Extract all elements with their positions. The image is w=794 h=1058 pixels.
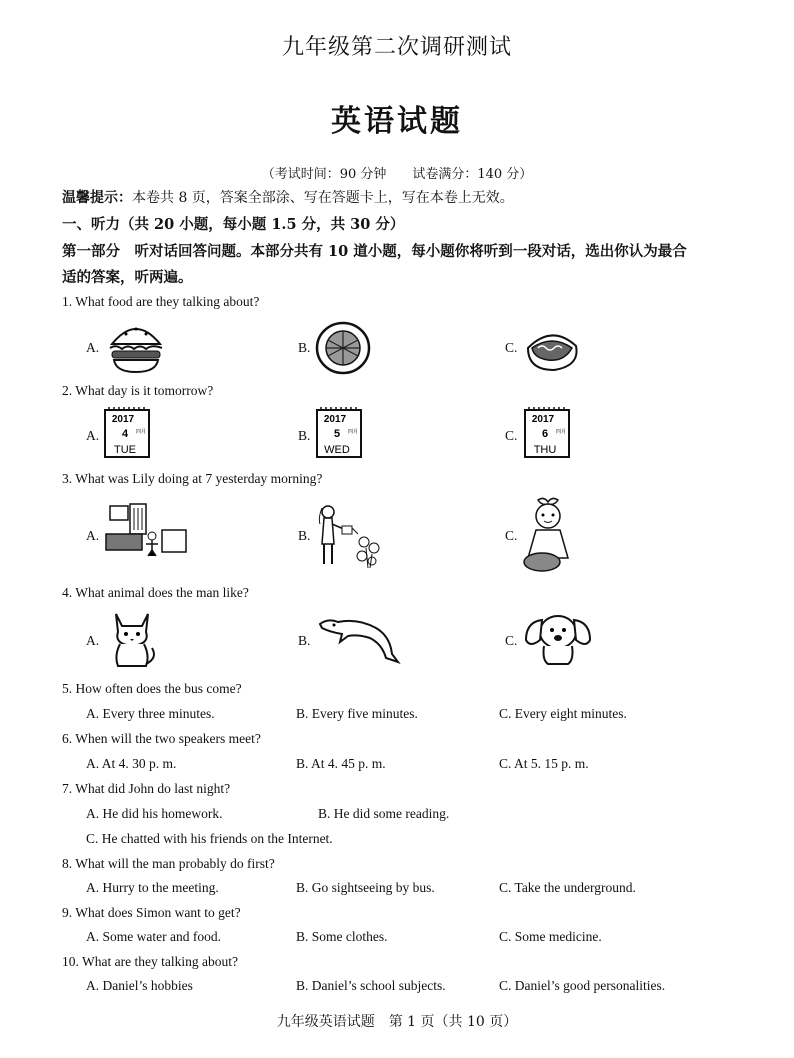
question-10: 10. What are they talking about? <box>62 954 238 969</box>
q6-option-b: B. At 4. 45 p. m. <box>296 756 386 771</box>
q1-option-c-letter: C. <box>505 340 518 355</box>
q1-option-b-letter: B. <box>298 340 311 355</box>
question-9: 9. What does Simon want to get? <box>62 905 241 920</box>
question-6: 6. When will the two speakers meet? <box>62 731 261 746</box>
notice-label: 温馨提示： <box>62 190 132 206</box>
q1-option-a-letter: A. <box>86 340 100 355</box>
section-title: 一、听力（共 20 小题，每小题 1.5 分，共 30 分） <box>62 216 405 233</box>
calendar-year: 2017 <box>323 414 347 425</box>
q5-option-b: B. Every five minutes. <box>296 706 418 721</box>
washing-clothes-icon <box>518 496 578 576</box>
q10-option-c: C. Daniel’s good personalities. <box>499 978 666 993</box>
q7-option-b: B. He did some reading. <box>318 806 450 821</box>
q7-option-a: A. He did his homework. <box>86 806 223 821</box>
q6-option-a: A. At 4. 30 p. m. <box>86 756 177 771</box>
part1-instructions-line2: 适的答案，听两遍。 <box>62 269 193 286</box>
calendar-day: TUE <box>114 444 136 456</box>
q8-option-b: B. Go sightseeing by bus. <box>296 880 435 895</box>
cleaning-room-icon <box>100 500 190 558</box>
q3-option-a-letter: A. <box>86 528 100 543</box>
dolphin-icon <box>318 614 402 666</box>
q2-option-c-letter: C. <box>505 428 518 443</box>
calendar-date: 6 <box>541 428 549 440</box>
page-footer: 九年级英语试题 第 1 页（共 10 页） <box>276 1014 518 1030</box>
subject-title: 英语试题 <box>331 104 463 139</box>
question-5: 5. How often does the bus come? <box>62 681 242 696</box>
hamburger-icon <box>106 318 166 374</box>
question-8: 8. What will the man probably do first? <box>62 856 275 871</box>
calendar-day: THU <box>533 444 557 456</box>
calendar-icon <box>104 406 150 458</box>
cat-icon <box>106 608 158 670</box>
calendar-year: 2017 <box>531 414 555 425</box>
q5-option-c: C. Every eight minutes. <box>499 706 627 721</box>
q10-option-a: A. Daniel’s hobbies <box>86 978 193 993</box>
watering-flowers-icon <box>312 498 384 570</box>
q6-option-c: C. At 5. 15 p. m. <box>499 756 589 771</box>
q3-option-c-letter: C. <box>505 528 518 543</box>
calendar-month: 四月 <box>348 429 359 435</box>
part1-instructions-line1: 第一部分 听对话回答问题。本部分共有 10 道小题，每小题你将听到一段对话，选出你认为最合 <box>62 243 687 260</box>
q5-option-a: A. Every three minutes. <box>86 706 215 721</box>
q7-option-c: C. He chatted with his friends on the Internet. <box>86 831 333 846</box>
q3-option-b-letter: B. <box>298 528 311 543</box>
calendar-month: 四月 <box>556 429 567 435</box>
exam-info: （考试时间：90 分钟 试卷满分：140 分） <box>261 167 533 182</box>
notice-text: 本卷共 8 页，答案全部涂、写在答题卡上，写在本卷上无效。 <box>132 190 514 206</box>
calendar-date: 5 <box>333 428 341 440</box>
calendar-year: 2017 <box>111 414 135 425</box>
q9-option-a: A. Some water and food. <box>86 929 221 944</box>
calendar-month: 四月 <box>136 429 147 435</box>
calendar-icon <box>524 406 570 458</box>
hotdog-icon <box>524 326 580 374</box>
calendar-date: 4 <box>121 428 129 440</box>
q10-option-b: B. Daniel’s school subjects. <box>296 978 446 993</box>
pizza-icon <box>314 320 372 376</box>
question-2: 2. What day is it tomorrow? <box>62 383 214 398</box>
q9-option-c: C. Some medicine. <box>499 929 602 944</box>
dog-icon <box>520 610 596 668</box>
q4-option-c-letter: C. <box>505 633 518 648</box>
question-4: 4. What animal does the man like? <box>62 585 249 600</box>
q4-option-b-letter: B. <box>298 633 311 648</box>
q2-option-b-letter: B. <box>298 428 311 443</box>
q8-option-c: C. Take the underground. <box>499 880 636 895</box>
question-7: 7. What did John do last night? <box>62 781 231 796</box>
q2-option-a-letter: A. <box>86 428 100 443</box>
question-1: 1. What food are they talking about? <box>62 294 260 309</box>
q9-option-b: B. Some clothes. <box>296 929 388 944</box>
calendar-icon <box>316 406 362 458</box>
question-3: 3. What was Lily doing at 7 yesterday morning? <box>62 471 323 486</box>
q4-option-a-letter: A. <box>86 633 100 648</box>
calendar-day: WED <box>324 444 350 456</box>
exam-title: 九年级第二次调研测试 <box>281 35 512 60</box>
notice <box>62 187 514 207</box>
q8-option-a: A. Hurry to the meeting. <box>86 880 219 895</box>
